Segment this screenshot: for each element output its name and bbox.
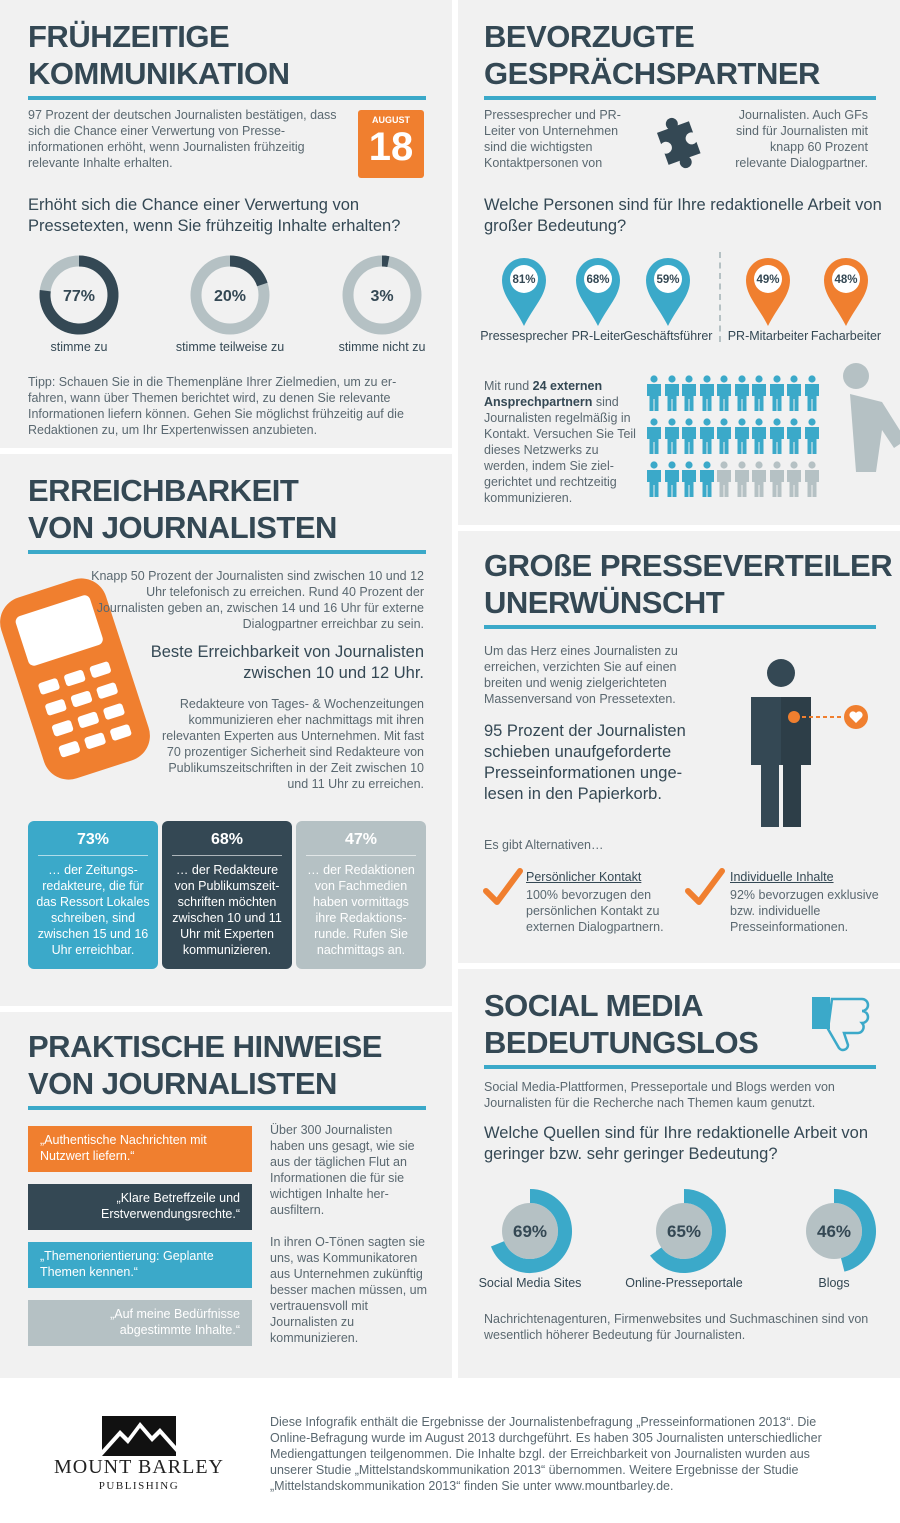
donut-label: stimme teilweise zu bbox=[175, 340, 285, 354]
quote-bubble-2: „Klare Betreffzeile und Erstverwendungsrechte.“ bbox=[28, 1184, 252, 1230]
donut-label: Blogs bbox=[818, 1276, 850, 1290]
person-icon bbox=[716, 418, 732, 454]
donut-label: stimme nicht zu bbox=[338, 340, 426, 354]
donut-value: 69% bbox=[512, 1222, 548, 1241]
question: Welche Personen sind für Ihre redaktionelle Arbeit von großer Bedeutung? bbox=[484, 196, 882, 235]
intro-left: Pressesprecher und PR-Leiter von Unternehmen sind die wichtigsten Kontaktpersonen von bbox=[484, 108, 621, 170]
person-icon bbox=[664, 461, 680, 497]
donut-1 bbox=[45, 261, 113, 354]
pin-label: Geschäftsführer bbox=[623, 329, 713, 343]
brand-name: MOUNT BARLEY bbox=[54, 1456, 224, 1478]
calendar-icon: AUGUST 18 bbox=[358, 110, 424, 178]
person-icon bbox=[734, 375, 750, 411]
donut-label: stimme zu bbox=[50, 340, 108, 354]
person-icon bbox=[716, 375, 732, 411]
section-erreichbarkeit bbox=[0, 454, 452, 1006]
check-icon bbox=[484, 869, 522, 907]
person-icon bbox=[734, 461, 750, 497]
person-heart-icon bbox=[744, 657, 874, 827]
person-icon bbox=[786, 375, 802, 411]
quote-bubble-4: „Auf meine Bedürfnisse abgestimmte Inhalte.“ bbox=[28, 1300, 252, 1346]
pin-3 bbox=[638, 252, 698, 332]
title-rule bbox=[484, 1065, 876, 1069]
network-text: Mit rund 24 externen Ansprechpartnern sind Journalisten regelmäßig in Kontakt. Versuchen Sie Teil dieses Netzwerks zu werden, indem Sie zielgerichtet und rechtzeitig kommunizieren. bbox=[484, 379, 636, 505]
pin-label: PR-Mitarbeiter bbox=[727, 329, 809, 343]
tip-text: Tipp: Schauen Sie in die Themenpläne Ihrer Zielmedien, um zu erfahren, wann über Themen berichtet wird, zu denen Sie relevante Informationen liefern können. Gehen Sie möglichst frühzeitig auf die Redaktionen zu, um Ihr Expertenwissen anzubieten. bbox=[28, 375, 404, 437]
person-icon bbox=[646, 461, 662, 497]
section-title: SOCIAL MEDIA BEDEUTUNGSLOS bbox=[484, 988, 759, 1060]
intro-text: Um das Herz eines Journalisten zu erreichen, verzichten Sie auf einen breiten und wenig zielgerichteten Massenversand von Pressetexten. bbox=[484, 644, 678, 706]
reach-text-2: Redakteure von Tages- & Wochenzeitungen kommunizieren eher nachmittags mit ihren relevanten Experten aus Unternehmen. Mit fast 70 prozentiger Sicherheit sind Redakteure von Publikumszeitschriften in der Zeit zwischen 10 und 11 Uhr zu erreichen. bbox=[162, 697, 424, 791]
question: Welche Quellen sind für Ihre redaktionelle Arbeit von geringer bzw. sehr geringer Bedeutung? bbox=[484, 1124, 868, 1163]
alternatives-label: Es gibt Alternativen… bbox=[484, 838, 604, 852]
pin-value: 68% bbox=[586, 274, 610, 286]
pins-divider bbox=[719, 252, 721, 342]
person-icon bbox=[804, 375, 820, 411]
quote-bubble-3: „Themenorientierung: Geplante Themen kennen.“ bbox=[28, 1242, 252, 1288]
person-icon bbox=[681, 375, 697, 411]
title-rule bbox=[28, 550, 426, 554]
person-icon bbox=[769, 375, 785, 411]
pin-1 bbox=[494, 252, 554, 332]
pin-value: 49% bbox=[756, 274, 780, 286]
person-icon bbox=[716, 461, 732, 497]
person-icon bbox=[699, 418, 715, 454]
check-1-title: Persönlicher Kontakt bbox=[526, 870, 642, 884]
donut-2 bbox=[625, 1196, 742, 1290]
pin-value: 48% bbox=[834, 274, 858, 286]
donut-value: 46% bbox=[816, 1222, 852, 1241]
donut-value: 77% bbox=[62, 288, 96, 305]
section-praktische-hinweise bbox=[0, 1012, 452, 1378]
check-2-text: 92% bevorzugen exklusive bzw. individuelle Presseinformationen. bbox=[730, 888, 879, 934]
donut-1 bbox=[479, 1196, 582, 1290]
person-icon bbox=[751, 461, 767, 497]
person-icon bbox=[646, 375, 662, 411]
donut-label: Online-Presseportale bbox=[625, 1276, 743, 1290]
puzzle-icon bbox=[650, 110, 706, 166]
person-icon bbox=[681, 418, 697, 454]
column-divider bbox=[452, 0, 458, 1378]
section-title: FRÜHZEITIGE KOMMUNIKATION bbox=[28, 19, 290, 91]
person-icon bbox=[786, 461, 802, 497]
check-2-title: Individuelle Inhalte bbox=[730, 870, 834, 884]
donut-value: 20% bbox=[213, 288, 247, 305]
pin-label: Pressesprecher bbox=[480, 329, 568, 343]
donut-chart-group bbox=[458, 1183, 900, 1303]
person-icon bbox=[804, 418, 820, 454]
person-icon bbox=[699, 375, 715, 411]
hints-text-1: Über 300 Journalisten haben uns gesagt, wie sie aus der täglichen Flut an Informationen die für sie wichtigen Inhalte herausfiltern. bbox=[270, 1123, 415, 1217]
outro-text: Nachrichtenagenturen, Firmenwebsites und Suchmaschinen sind von wesentlich höherer Bedeutung für Journalisten. bbox=[484, 1312, 869, 1342]
section-social-media bbox=[458, 969, 900, 1378]
person-icon bbox=[681, 461, 697, 497]
pin-label: PR-Leiter bbox=[571, 329, 625, 343]
title-rule bbox=[28, 1106, 426, 1110]
check-1-text: 100% bevorzugen den persönlichen Kontakt zu externen Dialogpartnern. bbox=[526, 888, 664, 934]
donut-chart-group bbox=[0, 250, 452, 360]
person-icon bbox=[646, 418, 662, 454]
section-title: PRAKTISCHE HINWEISE VON JOURNALISTEN bbox=[28, 1029, 382, 1101]
pin-2 bbox=[568, 252, 628, 332]
section-title: GROßE PRESSEVERTEILER UNERWÜNSCHT bbox=[484, 548, 893, 620]
donut-3 bbox=[339, 261, 426, 354]
stat-card-1: 73% … der Zeitungsredakteure, die für das Ressort Lokales schreiben, sind zwischen 15 und 16 Uhr erreichbar. bbox=[28, 821, 158, 969]
donut-label: Social Media Sites bbox=[478, 1276, 582, 1290]
donut-arc bbox=[382, 261, 388, 262]
donut-3 bbox=[806, 1196, 869, 1290]
person-icon bbox=[664, 375, 680, 411]
donut-value: 65% bbox=[666, 1222, 702, 1241]
big-statement: 95 Prozent der Journalisten schieben unaufgeforderte Presseinformationen ungelesen in den Papierkorb. bbox=[484, 722, 686, 803]
section-bevorzugte-gespraechspartner bbox=[458, 0, 900, 525]
person-icon bbox=[769, 418, 785, 454]
footer-text: Diese Infografik enthält die Ergebnisse der Journalistenbefragung „Presseinformationen 2013“. Die Online-Befragung wurde im August 2013 durchgeführt. Es haben 305 Journalisten unterschiedlicher Mediengattungen teilgenommen. Die Inhalte bzgl. der Erreichbarkeit von Journalisten wurden aus unserer Studie „Mittelstandskommunikation 2013“ übernommen. Weitere Ergebnisse der Studie „Mittelstandskommunikation 2013“ finden Sie unter www.mountbarley.de. bbox=[270, 1415, 822, 1493]
person-icon bbox=[734, 418, 750, 454]
pin-value: 59% bbox=[656, 274, 680, 286]
footer bbox=[0, 1384, 900, 1523]
person-icon bbox=[769, 461, 785, 497]
hints-text-2: In ihren O-Tönen sagten sie uns, was Kommunikatoren aus Unternehmen zukünftig besser machen müssen, um vertrauensvoll mit Journalisten zu kommunizieren. bbox=[270, 1235, 428, 1345]
person-icon bbox=[699, 461, 715, 497]
pin-label: Facharbeiter bbox=[810, 329, 882, 343]
mountain-logo-icon bbox=[102, 1416, 176, 1456]
intro-text: Social Media-Plattformen, Presseportale und Blogs werden von Journalisten für die Recherche nach Themen kaum genutzt. bbox=[484, 1080, 835, 1110]
person-icon bbox=[786, 418, 802, 454]
section-fruehzeitige-kommunikation bbox=[0, 0, 452, 448]
section-title: BEVORZUGTE GESPRÄCHSPARTNER bbox=[484, 19, 820, 91]
person-icon bbox=[664, 418, 680, 454]
people-grid bbox=[646, 375, 826, 505]
check-icon bbox=[686, 869, 724, 907]
stat-card-2: 68% … der Redakteure von Publikumszeitschriften möchten zwischen 10 und 11 Uhr mit Experten kommunizieren. bbox=[162, 821, 292, 969]
intro-text: 97 Prozent der deutschen Journalisten bestätigen, dass sich die Chance einer Verwertung von Presseinformationen erhöht, wenn Journalisten frühzeitig relevante Inhalte erhalten. bbox=[28, 108, 337, 170]
reach-highlight: Beste Erreichbarkeit von Journalisten zwischen 10 und 12 Uhr. bbox=[150, 643, 424, 682]
brand-sub: PUBLISHING bbox=[98, 1480, 180, 1492]
section-presseverteiler bbox=[458, 531, 900, 963]
title-rule bbox=[484, 625, 876, 629]
person-icon bbox=[804, 461, 820, 497]
intro-right: Journalisten. Auch GFs sind für Journalisten mit knapp 60 Prozent relevante Dialogpartner. bbox=[735, 108, 868, 170]
section-title: ERREICHBARKEIT VON JOURNALISTEN bbox=[28, 473, 337, 545]
donut-value: 3% bbox=[370, 288, 394, 305]
reach-text-1: Knapp 50 Prozent der Journalisten sind zwischen 10 und 12 Uhr telefonisch zu erreichen. Rund 40 Prozent der Journalisten geben an, zwischen 14 und 16 Uhr für externe Dialogpartner erreichbar zu sein. bbox=[91, 569, 424, 631]
thumbs-down-icon bbox=[808, 993, 878, 1053]
pin-value: 81% bbox=[512, 274, 536, 286]
person-large-icon bbox=[836, 362, 900, 472]
pin-4 bbox=[738, 252, 798, 332]
title-rule bbox=[484, 96, 876, 100]
question: Erhöht sich die Chance einer Verwertung von Pressetexten, wenn Sie frühzeitig Inhalte erhalten? bbox=[28, 196, 401, 235]
stat-card-3: 47% … der Redaktionen von Fachmedien haben vormittags ihre Redaktionsrunde. Rufen Sie nachmittags an. bbox=[296, 821, 426, 969]
quote-bubble-1: „Authentische Nachrichten mit Nutzwert liefern.“ bbox=[28, 1126, 252, 1172]
person-icon bbox=[751, 418, 767, 454]
pin-5 bbox=[816, 252, 876, 332]
person-icon bbox=[751, 375, 767, 411]
title-rule bbox=[28, 96, 426, 100]
donut-arc bbox=[230, 261, 262, 284]
donut-2 bbox=[176, 261, 284, 354]
